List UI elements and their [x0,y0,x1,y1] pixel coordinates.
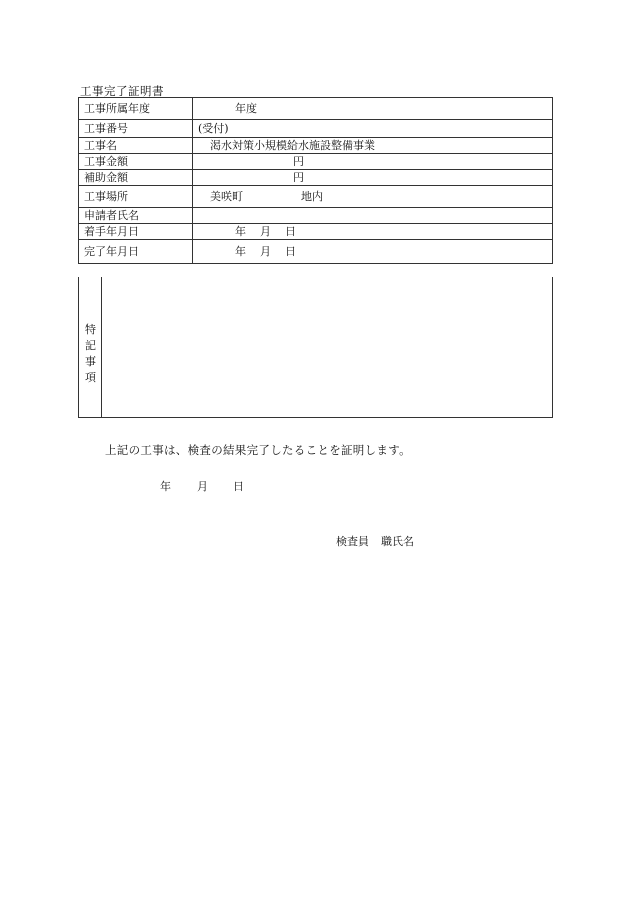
row-finish-date [79,240,553,264]
special-notes-field[interactable] [102,277,552,417]
row-work-location [79,186,553,208]
start-day: 日 [285,225,296,238]
value-work-name[interactable] [193,138,553,154]
value-work-amount[interactable] [193,154,553,170]
row-work-amount [79,154,553,170]
value-finish-date[interactable] [193,240,553,264]
finish-day: 日 [285,245,296,258]
work-number-receipt: (受付) [198,122,229,135]
start-month: 月 [260,225,271,238]
value-subsidy-amount[interactable] [193,170,553,186]
label-finish-date: 完了年月日 [79,240,193,264]
notes-label-char-4: 項 [85,371,96,384]
inspector-title: 検査員 [336,535,369,548]
notes-label-char-1: 特 [85,323,96,336]
label-start-date: 着手年月日 [79,224,193,240]
location-town: 美咲町 [210,190,243,203]
row-fiscal-year [79,98,553,120]
value-work-location[interactable] [193,186,553,208]
completion-form-table [78,97,553,264]
start-year: 年 [235,225,246,238]
sign-date-month: 月 [197,480,208,493]
document-title: 工事完了証明書 [80,84,164,98]
value-start-date[interactable] [193,224,553,240]
label-work-location: 工事場所 [79,186,193,208]
special-notes-box [78,277,553,418]
label-work-number: 工事番号 [79,120,193,138]
label-subsidy-amount: 補助金額 [79,170,193,186]
work-amount-unit: 円 [293,155,304,168]
row-work-name [79,138,553,154]
inspector-name-label: 職氏名 [381,535,414,548]
value-work-number[interactable] [193,120,553,138]
row-applicant-name [79,208,553,224]
row-start-date [79,224,553,240]
sign-date-year: 年 [160,480,171,493]
row-work-number [79,120,553,138]
notes-label-char-3: 事 [85,355,96,368]
location-suffix: 地内 [301,190,323,203]
label-work-amount: 工事金額 [79,154,193,170]
finish-year: 年 [235,245,246,258]
sign-date-day: 日 [233,480,244,493]
fiscal-year-unit: 年度 [235,102,257,115]
subsidy-amount-unit: 円 [293,171,304,184]
row-subsidy-amount [79,170,553,186]
label-applicant-name: 申請者氏名 [79,208,193,224]
label-work-name: 工事名 [79,138,193,154]
label-fiscal-year: 工事所属年度 [79,98,193,120]
finish-month: 月 [260,245,271,258]
value-fiscal-year[interactable] [193,98,553,120]
work-name-text: 渇水対策小規模給水施設整備事業 [210,139,375,152]
certification-statement: 上記の工事は、検査の結果完了したることを証明します。 [105,443,411,457]
notes-label-char-2: 記 [85,339,96,352]
special-notes-label [79,277,102,417]
value-applicant-name[interactable] [193,208,553,224]
